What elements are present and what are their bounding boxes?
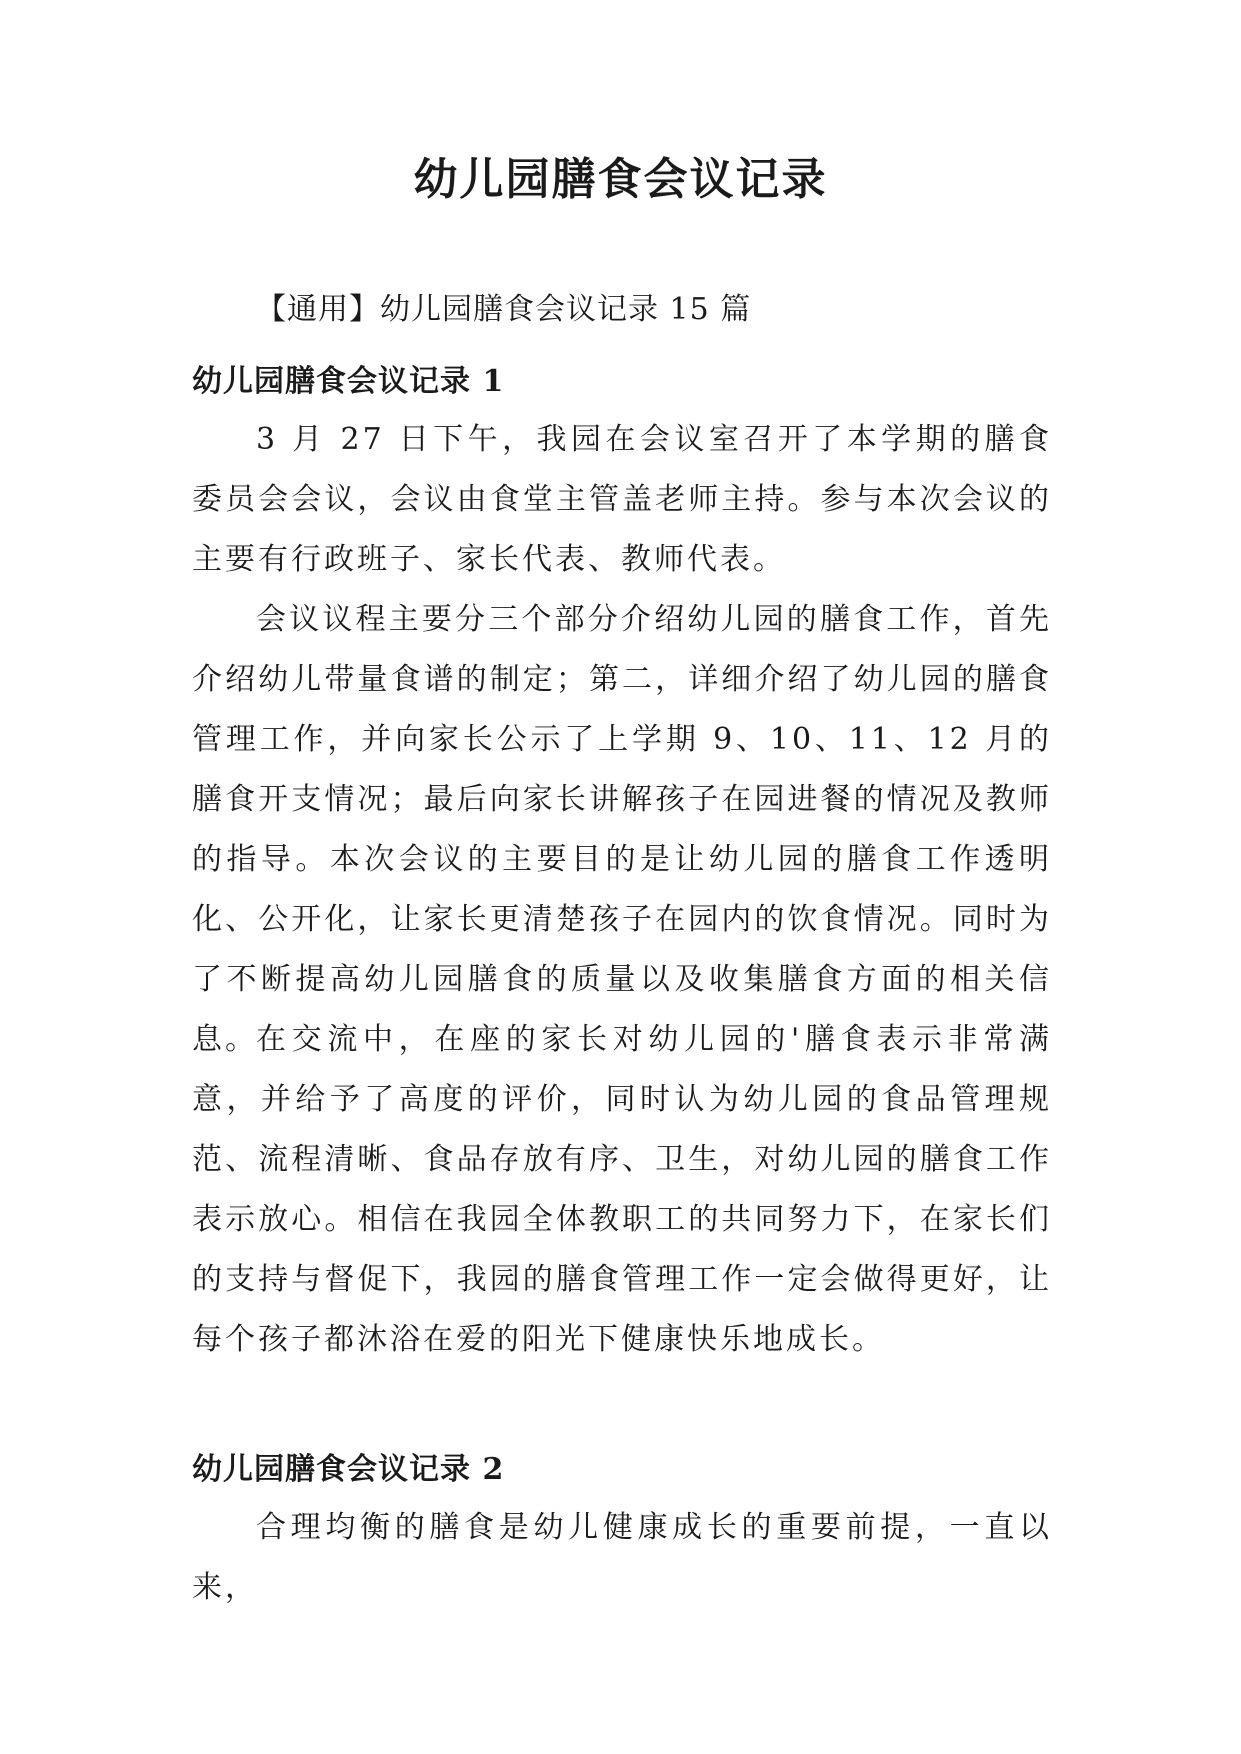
section-2-paragraph-1: 合理均衡的膳食是幼儿健康成长的重要前提，一直以来， — [192, 1510, 1052, 1605]
section-1-paragraph-3: 在交流中，在座的家长对幼儿园的'膳食表示非常满意，并给予了高度的评价，同时认为幼儿园的食品管理规范、流程清晰、食品存放有序、卫生，对幼儿园的膳食工作表示放心。相信在我园全体教职工的共同努力下，在家长们的支持与督促下，我园的膳食管理工作一定会做得更好，让每个孩子都沐浴在爱的阳光下健康快乐地成长。 — [192, 1022, 1052, 1357]
document-title: 幼儿园膳食会议记录 — [413, 154, 828, 205]
section-1-paragraph-1: 3 月 27 日下午，我园在会议室召开了本学期的膳食委员会会议，会议由食堂主管盖老师主持。参与本次会议的主要有行政班子、家长代表、教师代表。 — [192, 422, 1052, 577]
document-subtitle: 【通用】幼儿园膳食会议记录 15 篇 — [256, 292, 752, 327]
section-1-paragraph-2: 会议议程主要分三个部分介绍幼儿园的膳食工作，首先介绍幼儿带量食谱的制定；第二，详细介绍了幼儿园的膳食管理工作，并向家长公示了上学期 9、10、11、12 月的膳食开支情况；最后向家长讲解孩子在园进餐的情况及教师的指导。本次会议的主要目的是让幼儿园的膳食工作透明化、公开化，让家长更清楚孩子在园内的饮食情况。同时为了不断提高幼儿园膳食的质量以及收集膳食方面的相关信息。 — [192, 602, 1052, 1057]
section-heading-2: 幼儿园膳食会议记录 2 — [192, 1452, 505, 1487]
section-heading-1: 幼儿园膳食会议记录 1 — [192, 364, 505, 399]
